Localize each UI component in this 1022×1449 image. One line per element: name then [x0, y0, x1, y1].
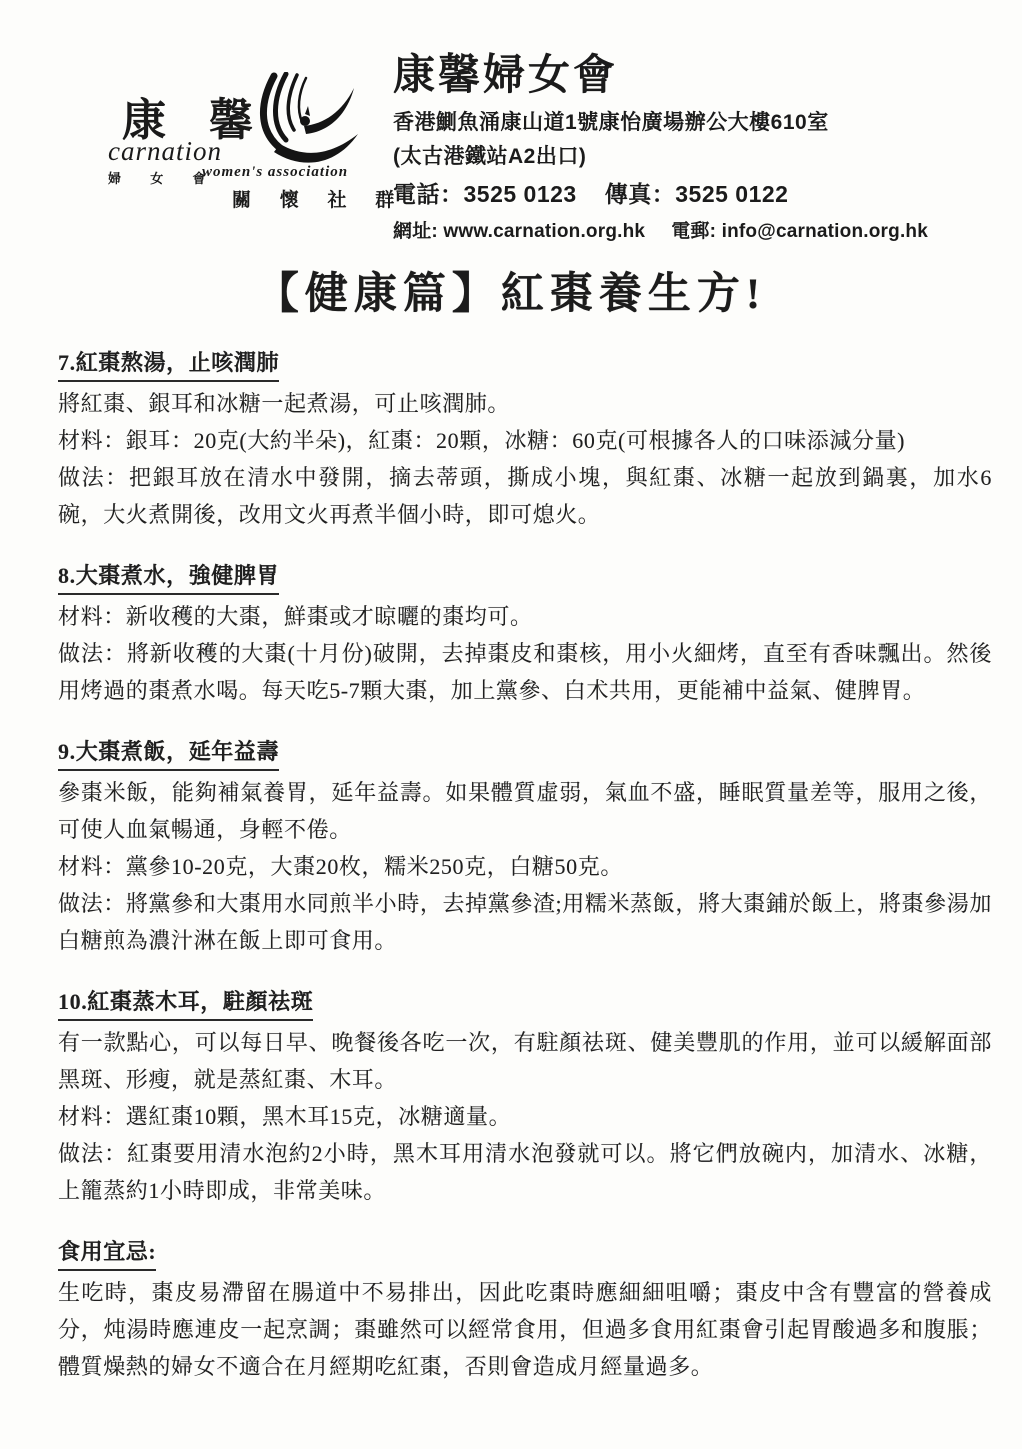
fax-label: 傳真： — [604, 181, 676, 208]
phone-number: 3525 0123 — [463, 181, 577, 208]
paragraph: 材料：銀耳：20克(大約半朵)，紅棗：20顆，冰糖：60克(可根據各人的口味添減分量) — [58, 428, 906, 453]
phone-label: 電話： — [393, 181, 464, 208]
section-heading: 10.紅棗蒸木耳，駐顏祛斑 — [58, 985, 313, 1021]
org-metro-note: (太古港鐵站A2出口) — [393, 145, 587, 169]
section-7-red-date-soup — [58, 344, 992, 533]
paragraph: 做法：將黨參和大棗用水同煎半小時，去掉黨參渣;用糯米蒸飯，將大棗鋪於飯上，將棗參湯加白糖煎為濃汁淋在飯上即可食用。 — [58, 891, 992, 953]
document-title: 【健康篇】紅棗養生方! — [255, 271, 767, 318]
paragraph: 將紅棗、銀耳和冰糖一起煮湯，可止咳潤肺。 — [58, 391, 511, 416]
section-heading: 9.大棗煮飯，延年益壽 — [58, 735, 279, 771]
org-info-block — [393, 50, 993, 243]
website-label: 網址: — [393, 221, 438, 243]
paragraph: 參棗米飯，能夠補氣養胃，延年益壽。如果體質虛弱，氣血不盛，睡眠質量差等，服用之後，可使人血氣暢通，身輕不倦。 — [58, 780, 992, 842]
logo-members-zh: 婦 女 會 — [108, 171, 219, 186]
paragraph: 做法：把銀耳放在清水中發開，摘去蒂頭，撕成小塊，與紅棗、冰糖一起放到鍋裏，加水6碗，大火煮開後，改用文火再煮半個小時，即可熄火。 — [58, 465, 992, 527]
section-10-steamed-fungus — [58, 983, 992, 1209]
paragraph: 有一款點心，可以每日早、晚餐後各吃一次，有駐顏祛斑、健美豐肌的作用，並可以緩解面部黑斑、形瘦，就是蒸紅棗、木耳。 — [58, 1030, 992, 1092]
org-web-email-line — [393, 216, 993, 243]
paragraph: 材料：黨參10-20克，大棗20枚，糯米250克，白糖50克。 — [58, 854, 623, 879]
section-dietary-notes — [58, 1233, 992, 1385]
phoenix-swoosh-icon — [218, 72, 368, 176]
paragraph: 生吃時，棗皮易滯留在腸道中不易排出，因此吃棗時應細細咀嚼；棗皮中含有豐富的營養成分，炖湯時應連皮一起烹調；棗雖然可以經常食用，但過多食用紅棗會引起胃酸過多和腹脹；體質燥熱的婦女不適合在月經期吃紅棗，否則會造成月經量過多。 — [58, 1280, 992, 1379]
fax-number: 3525 0122 — [675, 181, 789, 208]
paragraph: 做法：將新收穫的大棗(十月份)破開，去掉棗皮和棗核，用小火細烤，直至有香味飄出。然後用烤過的棗煮水喝。每天吃5-7顆大棗，加上黨參、白术共用，更能補中益氣、健脾胃。 — [58, 641, 992, 703]
paragraph: 材料：選紅棗10顆，黑木耳15克，冰糖適量。 — [58, 1104, 512, 1129]
logo-name-zh: 康 馨 — [122, 96, 269, 145]
website-url: www.carnation.org.hk — [443, 221, 646, 243]
section-9-date-rice — [58, 733, 992, 959]
paragraph: 材料：新收穫的大棗，鮮棗或才晾曬的棗均可。 — [58, 604, 533, 629]
org-name: 康馨婦女會 — [393, 51, 619, 98]
logo-tagline: 關 懷 社 群 — [232, 190, 407, 211]
letterhead — [0, 0, 1022, 243]
paragraph: 做法：紅棗要用清水泡約2小時，黑木耳用清水泡發就可以。將它們放碗内，加清水、冰糖，上籠蒸約1小時即成，非常美味。 — [58, 1141, 992, 1203]
section-heading: 食用宜忌: — [58, 1235, 156, 1271]
section-8-date-water — [58, 557, 992, 709]
logo-name-en: carnation — [108, 136, 222, 166]
logo-association-en: women's association — [202, 164, 349, 180]
org-phone-fax-line — [393, 176, 993, 209]
org-address: 香港鰂魚涌康山道1號康怡廣場辦公大樓610室 — [393, 111, 829, 135]
email-label: 電郵: — [671, 221, 717, 243]
org-logo — [100, 72, 407, 227]
document-body — [58, 344, 992, 1385]
section-heading: 8.大棗煮水，強健脾胃 — [58, 559, 279, 595]
email-address: info@carnation.org.hk — [721, 221, 929, 243]
section-heading: 7.紅棗熬湯，止咳潤肺 — [58, 346, 279, 382]
